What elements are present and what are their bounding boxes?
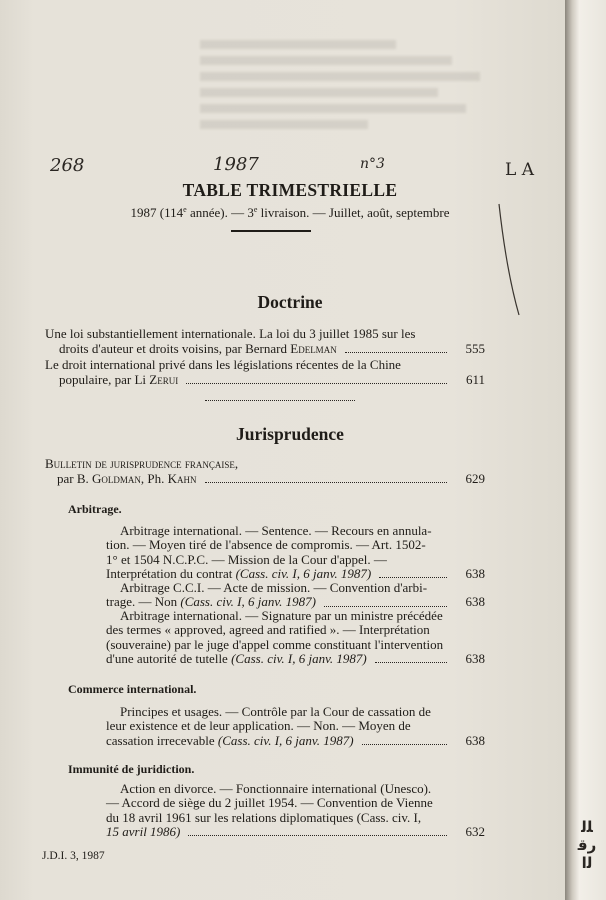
category-heading-arbitrage: Arbitrage. (68, 502, 122, 516)
case-entry: Arbitrage international. — Signature par un ministre précédée des termes « approved, agreed and ratified ». — Interprétation (souveraine) par le juge d'appel comme constituant l'intervention d'une autorité de tutelle (Cass. civ. I, 6 janv. 1987) 638 (106, 608, 485, 666)
page-footer: J.D.I. 3, 1987 (42, 850, 105, 862)
category-heading-immunite: Immunité de juridiction. (68, 762, 195, 776)
case-entry: Principes et usages. — Contrôle par la Cour de cassation de leur existence et de leur application. — Non. — Moyen de cassation irrecevable (Cass. civ. I, 6 janv. 1987) 638 (106, 704, 485, 748)
section-heading-doctrine: Doctrine (257, 292, 323, 312)
section-dotted-rule (205, 400, 355, 401)
page-edge (565, 0, 606, 900)
bulletin-entry: Bulletin de jurisprudence française, par B. Goldman, Ph. Kahn 629 (45, 456, 485, 486)
page-number: 638 (465, 565, 485, 581)
category-heading-commerce: Commerce international. (68, 682, 197, 696)
section-heading-jurisprudence: Jurisprudence (236, 424, 344, 444)
page-number: 632 (465, 823, 485, 839)
case-entry: Arbitrage C.C.I. — Acte de mission. — Convention d'arbi- trage. — Non (Cass. civ. I, 6 janv. 1987) 638 (106, 580, 485, 610)
page-number: 638 (465, 732, 485, 748)
toc-entry: Une loi substantiellement internationale. La loi du 3 juillet 1985 sur les droits d'auteur et droits voisins, par Bernard Edelman 555 (45, 326, 485, 356)
issue-subtitle: 1987 (114e année). — 3e livraison. — Juillet, août, septembre (130, 205, 450, 220)
page-number: 629 (465, 471, 485, 486)
page-title: TABLE TRIMESTRIELLE (182, 180, 398, 200)
case-entry: Action en divorce. — Fonctionnaire international (Unesco). — Accord de siège du 2 juillet 1954. — Convention de Vienne du 18 avril 1961 sur les relations diplomatiques (Cass. civ. I, 15 avril 1986) 632 (106, 781, 485, 839)
toc-entry: Le droit international privé dans les législations récentes de la Chine populaire, par Li Zerui 611 (45, 357, 485, 387)
page-number: 555 (465, 341, 485, 356)
page-number: 638 (465, 594, 485, 610)
case-entry: Arbitrage international. — Sentence. — Recours en annula- tion. — Moyen tiré de l'absence de compromis. — Art. 1502- 1° et 1504 N.C.P.C. — Mission de la Cour d'appel. — Interprétation du contrat (Cass. civ. I, 6 janv. 1987) 638 (106, 523, 485, 581)
edge-glyphs: ﻠﻟ ﺭﻗ ﻟﺍ (577, 818, 597, 872)
page-number: 611 (465, 372, 485, 387)
page-number: 638 (465, 650, 485, 666)
show-through-text (200, 40, 480, 140)
handwritten-note-initials: L A (505, 160, 534, 180)
handwritten-note-issue: n°3 (360, 156, 385, 172)
title-rule (231, 230, 311, 232)
handwritten-note-year: 1987 (213, 154, 259, 175)
handwritten-note-number: 268 (50, 155, 85, 176)
